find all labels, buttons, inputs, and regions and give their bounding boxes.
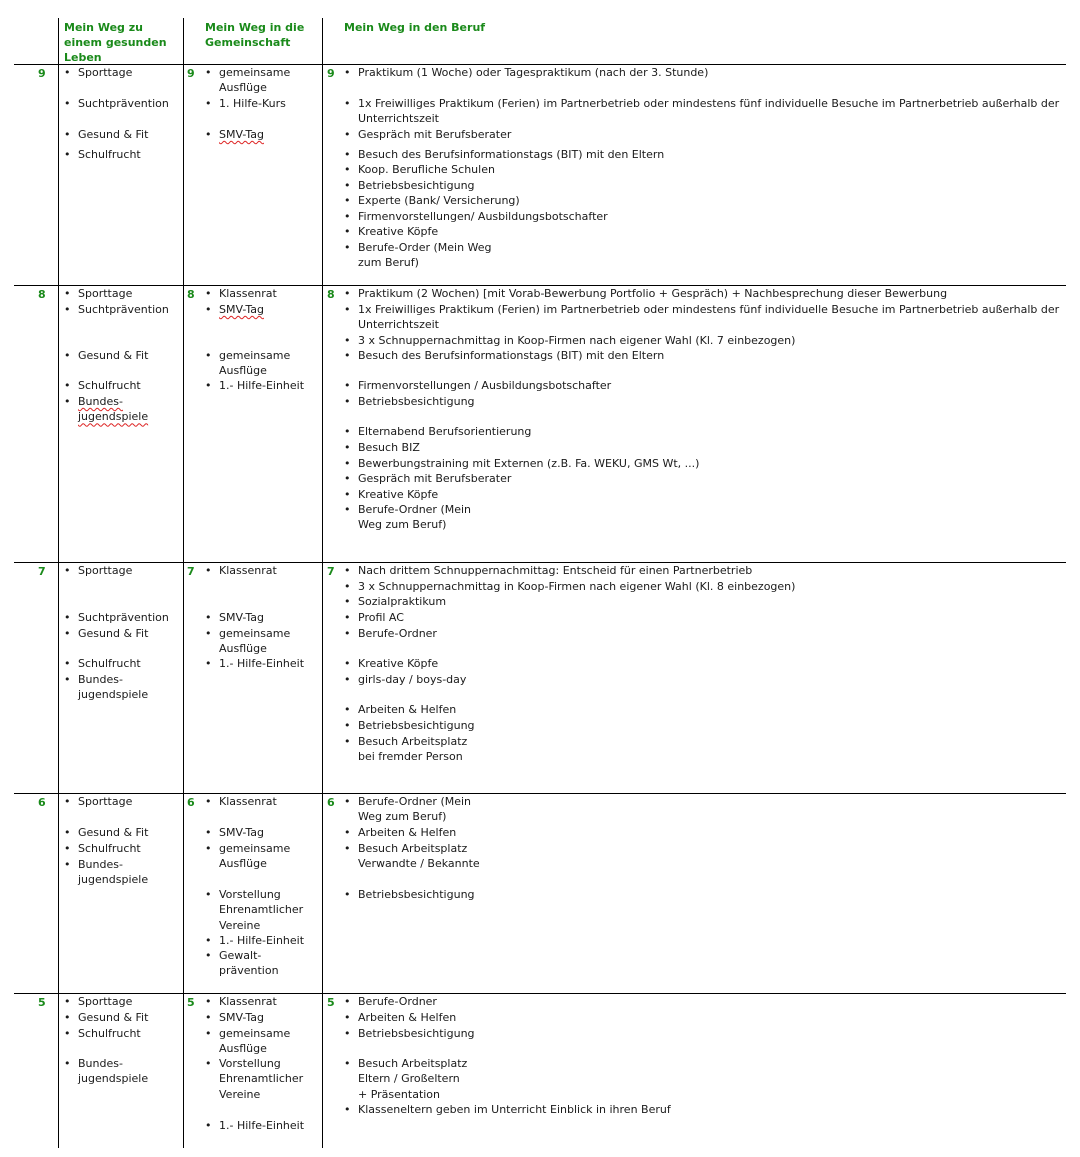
grade-label: 9 (187, 67, 195, 80)
list-item: • Klasseneltern geben im Unterricht Einblick in ihren Beruf (344, 1103, 671, 1116)
list-item: • Sporttage (64, 66, 133, 79)
column-divider-2 (183, 18, 184, 1148)
list-item: • Bundes-jugendspiele (64, 395, 149, 424)
list-item: • Klassenrat (205, 795, 277, 808)
list-item: • Suchtprävention (64, 611, 169, 624)
list-item: • Arbeiten & Helfen (344, 826, 457, 839)
grade-label: 8 (187, 288, 195, 301)
list-item: • Gesund & Fit (64, 1011, 149, 1024)
list-item: • SMV-Tag (205, 1011, 264, 1024)
list-item: • Betriebsbesichtigung (344, 1027, 475, 1040)
list-item: • gemeinsame Ausflüge (205, 66, 291, 95)
list-item: • Betriebsbesichtigung (344, 719, 475, 732)
list-item: • Sporttage (64, 795, 133, 808)
list-item: • Vorstellung Ehrenamtlicher Vereine (205, 888, 304, 932)
list-item: • Schulfrucht (64, 148, 141, 161)
list-item: • Besuch Arbeitsplatz Eltern / Großeltern + Präsentation (344, 1057, 468, 1101)
list-item: • Kreative Köpfe (344, 657, 439, 670)
list-item: • Berufe-Ordner (344, 627, 437, 640)
list-item: • Besuch Arbeitsplatz Verwandte / Bekannte (344, 842, 480, 871)
list-item: • Sozialpraktikum (344, 595, 447, 608)
list-item: • Kreative Köpfe (344, 225, 439, 238)
list-item: • gemeinsame Ausflüge (205, 349, 291, 378)
list-item: • Schulfrucht (64, 379, 141, 392)
list-item: • Arbeiten & Helfen (344, 703, 457, 716)
list-item: • girls-day / boys-day (344, 673, 467, 686)
list-item: • gemeinsame Ausflüge (205, 842, 291, 871)
grade-label: 6 (187, 796, 195, 809)
list-item: • Betriebsbesichtigung (344, 179, 475, 192)
header-health: Mein Weg zu einem gesunden Leben (64, 21, 167, 64)
list-item: • Bundes-jugendspiele (64, 858, 149, 887)
list-item: • Arbeiten & Helfen (344, 1011, 457, 1024)
list-item: • gemeinsame Ausflüge (205, 627, 291, 656)
list-item: • Schulfrucht (64, 657, 141, 670)
list-item: • Besuch BIZ (344, 441, 420, 454)
list-item: • 3 x Schnuppernachmittag in Koop-Firmen nach eigener Wahl (Kl. 8 einbezogen) (344, 580, 796, 593)
row-divider-grade-6 (14, 793, 1066, 794)
list-item: • Suchtprävention (64, 303, 169, 316)
list-item: • Firmenvorstellungen/ Ausbildungsbotschafter (344, 210, 608, 223)
list-item: • gemeinsame Ausflüge (205, 1027, 291, 1056)
list-item: • Bundes-jugendspiele (64, 1057, 149, 1086)
list-item: • Besuch Arbeitsplatz bei fremder Person (344, 735, 468, 764)
grade-label: 9 (38, 67, 46, 80)
list-item: • Schulfrucht (64, 842, 141, 855)
list-item: • Gesund & Fit (64, 627, 149, 640)
list-item: • Berufe-Order (Mein Weg zum Beruf) (344, 241, 492, 270)
list-item: • SMV-Tag (205, 611, 264, 624)
list-item: • Bewerbungstraining mit Externen (z.B. Fa. WEKU, GMS Wt, ...) (344, 457, 700, 470)
list-item: • Besuch des Berufsinformationstags (BIT) mit den Eltern (344, 148, 665, 161)
column-divider-1 (58, 18, 59, 1148)
list-item: • Sporttage (64, 995, 133, 1008)
grade-label: 5 (187, 996, 195, 1009)
grade-label: 7 (38, 565, 46, 578)
list-item: • Schulfrucht (64, 1027, 141, 1040)
list-item: • Besuch des Berufsinformationstags (BIT) mit den Eltern (344, 349, 665, 362)
row-divider-grade-5 (14, 993, 1066, 994)
list-item: • Betriebsbesichtigung (344, 888, 475, 901)
list-item: • 1x Freiwilliges Praktikum (Ferien) im Partnerbetrieb oder mindestens fünf individuelle Besuche im Partnerbetrieb außerhalb der Unterrichtszeit (344, 303, 1060, 332)
list-item: • Suchtprävention (64, 97, 169, 110)
list-item: • Elternabend Berufsorientierung (344, 425, 532, 438)
list-item: • Praktikum (2 Wochen) [mit Vorab-Bewerbung Portfolio + Gespräch) + Nachbesprechung dieser Bewerbung (344, 287, 948, 300)
list-item: • Betriebsbesichtigung (344, 395, 475, 408)
list-item: • 3 x Schnuppernachmittag in Koop-Firmen nach eigener Wahl (Kl. 7 einbezogen) (344, 334, 796, 347)
list-item: • Vorstellung Ehrenamtlicher Vereine (205, 1057, 304, 1101)
list-item: • Experte (Bank/ Versicherung) (344, 194, 520, 207)
header-career: Mein Weg in den Beruf (344, 21, 486, 34)
list-item: • SMV-Tag (205, 303, 264, 316)
list-item: • 1.- Hilfe-Einheit (205, 934, 305, 947)
list-item: • Sporttage (64, 564, 133, 577)
grade-label: 7 (327, 565, 335, 578)
list-item: • Koop. Berufliche Schulen (344, 163, 495, 176)
header-community: Mein Weg in die Gemeinschaft (205, 21, 305, 49)
list-item: • 1.- Hilfe-Einheit (205, 657, 305, 670)
list-item: • 1.- Hilfe-Einheit (205, 1119, 305, 1132)
grade-label: 8 (38, 288, 46, 301)
list-item: • 1. Hilfe-Kurs (205, 97, 286, 110)
column-divider-3 (322, 18, 323, 1148)
list-item: • Bundes-jugendspiele (64, 673, 149, 702)
grade-label: 8 (327, 288, 335, 301)
list-item: • 1.- Hilfe-Einheit (205, 379, 305, 392)
list-item: • Klassenrat (205, 564, 277, 577)
grade-label: 6 (38, 796, 46, 809)
list-item: • Gewalt-prävention (205, 949, 279, 978)
grade-label: 5 (38, 996, 46, 1009)
grade-label: 6 (327, 796, 335, 809)
grade-label: 7 (187, 565, 195, 578)
list-item: • 1x Freiwilliges Praktikum (Ferien) im Partnerbetrieb oder mindestens fünf individuelle Besuche im Partnerbetrieb außerhalb der Unterrichtszeit (344, 97, 1060, 126)
list-item: • Berufe-Ordner (344, 995, 437, 1008)
list-item: • Gespräch mit Berufsberater (344, 472, 512, 485)
list-item: • Gesund & Fit (64, 826, 149, 839)
list-item: • Profil AC (344, 611, 404, 624)
list-item: • Nach drittem Schnuppernachmittag: Entscheid für einen Partnerbetrieb (344, 564, 753, 577)
list-item: • SMV-Tag (205, 128, 264, 141)
grade-label: 5 (327, 996, 335, 1009)
list-item: • Firmenvorstellungen / Ausbildungsbotschafter (344, 379, 612, 392)
list-item: • Berufe-Ordner (Mein Weg zum Beruf) (344, 795, 472, 824)
list-item: • Sporttage (64, 287, 133, 300)
list-item: • Gesund & Fit (64, 349, 149, 362)
list-item: • Praktikum (1 Woche) oder Tagespraktikum (nach der 3. Stunde) (344, 66, 709, 79)
list-item: • Klassenrat (205, 995, 277, 1008)
list-item: • Berufe-Ordner (Mein Weg zum Beruf) (344, 503, 472, 532)
grade-label: 9 (327, 67, 335, 80)
list-item: • Gesund & Fit (64, 128, 149, 141)
list-item: • Kreative Köpfe (344, 488, 439, 501)
list-item: • Gespräch mit Berufsberater (344, 128, 512, 141)
list-item: • Klassenrat (205, 287, 277, 300)
list-item: • SMV-Tag (205, 826, 264, 839)
